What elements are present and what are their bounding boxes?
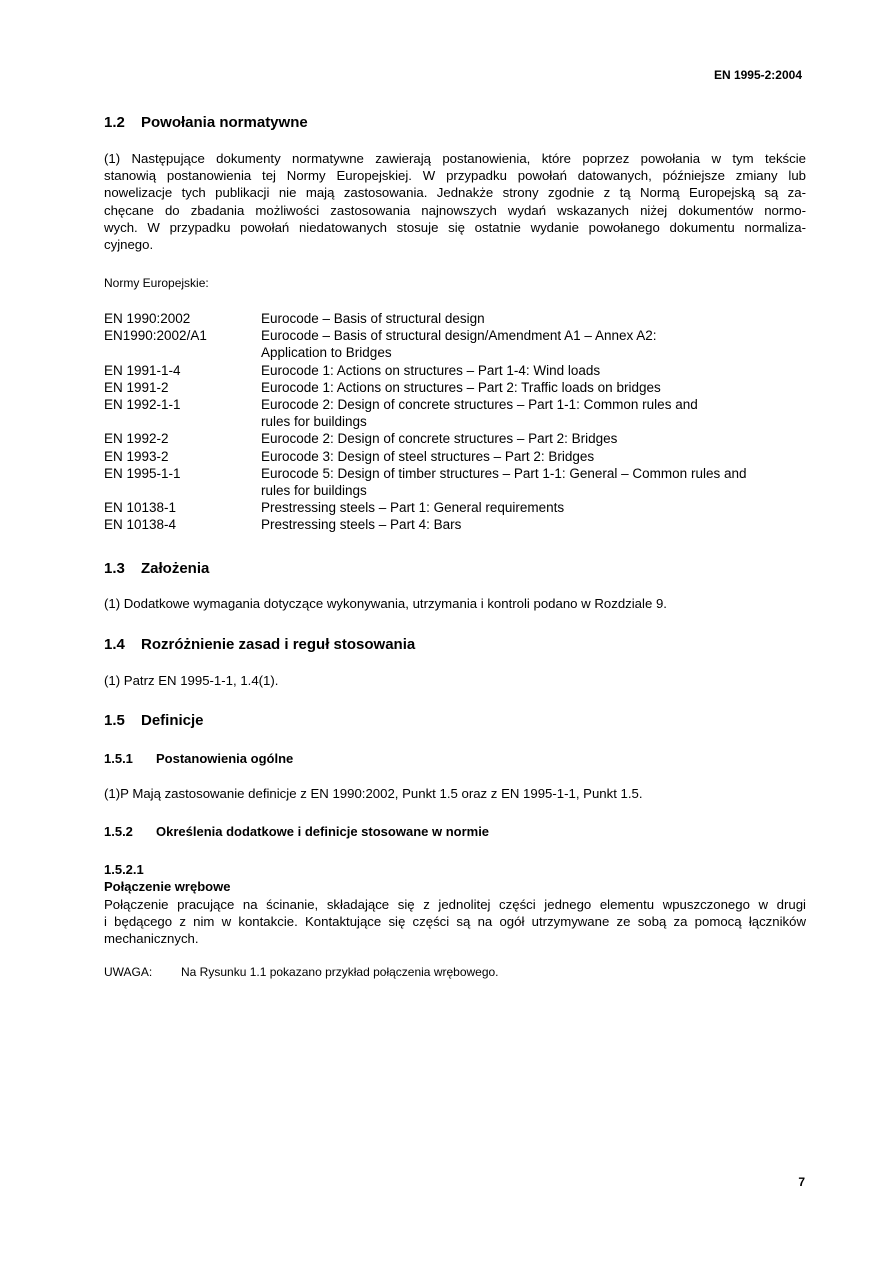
section-title: Założenia xyxy=(141,560,210,577)
paragraph-line: nowelizacje tych publikacji nie mają zastosowania. Jednakże strony zgodnie z tą Normą Europejską są za- xyxy=(104,185,806,201)
section-number: 1.5.2 xyxy=(104,824,133,839)
definition-paragraph xyxy=(104,896,806,948)
reference-title xyxy=(261,516,806,533)
paragraph-line: chęcane do zbadania możliwości zastosowania najnowszych wydań wskazanych niżej dokumentów normo- xyxy=(104,202,806,218)
section-title: Postanowienia ogólne xyxy=(156,751,294,766)
paragraph-line: stanowią postanowienia tej Normy Europejskiej. W przypadku powołań datowanych, późniejsze zmiany lub xyxy=(104,168,806,184)
reference-title-line: Eurocode 3: Design of steel structures – Part 2: Bridges xyxy=(261,448,595,464)
reference-title-line: Eurocode 2: Design of concrete structures – Part 2: Bridges xyxy=(261,431,618,447)
reference-row xyxy=(104,448,806,465)
reference-title-line: Eurocode 2: Design of concrete structures – Part 1-1: Common rules and xyxy=(261,397,698,413)
reference-title-line: Eurocode 1: Actions on structures – Part 2: Traffic loads on bridges xyxy=(261,379,661,395)
paragraph-line: (1) Następujące dokumenty normatywne zawierają postanowienia, które poprzez powołania w tym tekście xyxy=(104,151,806,166)
reference-code: EN 1992-1-1 xyxy=(104,397,181,413)
section-1-2-heading xyxy=(104,114,308,131)
reference-row xyxy=(104,379,806,396)
reference-title-line: rules for buildings xyxy=(261,414,367,430)
normative-list-label: Normy Europejskie: xyxy=(104,276,209,290)
reference-code: EN1990:2002/A1 xyxy=(104,328,207,344)
section-title: Rozróżnienie zasad i reguł stosowania xyxy=(141,636,416,653)
page-number: 7 xyxy=(798,1175,805,1189)
reference-title-line: Prestressing steels – Part 1: General requirements xyxy=(261,500,565,516)
note-label: UWAGA: xyxy=(104,965,153,979)
section-number: 1.4 xyxy=(104,636,125,653)
definition-term: Połączenie wrębowe xyxy=(104,879,231,894)
document-standard-header: EN 1995-2:2004 xyxy=(713,68,802,82)
reference-code: EN 1991-1-4 xyxy=(104,362,181,378)
reference-row xyxy=(104,430,806,447)
section-1-5-heading xyxy=(104,712,204,729)
section-1-3-heading xyxy=(104,560,209,577)
reference-row xyxy=(104,499,806,516)
reference-title-line: Eurocode 5: Design of timber structures – Part 1-1: General – Common rules and xyxy=(261,465,747,481)
paragraph-line: i będącego z nim w kontakcie. Kontaktujące się części są na ogół utrzymywane ze sobą za pomocą łączników xyxy=(104,914,806,930)
reference-row xyxy=(104,327,806,361)
section-number: 1.5 xyxy=(104,712,125,729)
reference-code: EN 10138-1 xyxy=(104,500,177,516)
section-number: 1.3 xyxy=(104,560,125,577)
reference-title xyxy=(261,362,806,379)
reference-title xyxy=(261,499,806,516)
reference-row xyxy=(104,362,806,379)
section-1-4-text: (1) Patrz EN 1995-1-1, 1.4(1). xyxy=(104,673,279,688)
section-title: Definicje xyxy=(141,712,204,729)
paragraph-line: Połączenie pracujące na ścinanie, składające się z jednolitej części jednego elementu wpuszczonego w drugi xyxy=(104,897,806,912)
reference-title-line: Eurocode – Basis of structural design/Amendment A1 – Annex A2: xyxy=(261,328,657,344)
section-1-5-1-heading xyxy=(104,751,293,766)
section-title: Powołania normatywne xyxy=(141,114,308,131)
paragraph-line: mechanicznych. xyxy=(104,931,199,947)
reference-title-line: Prestressing steels – Part 4: Bars xyxy=(261,517,462,533)
reference-code: EN 1995-1-1 xyxy=(104,465,181,481)
reference-code: EN 10138-4 xyxy=(104,517,177,533)
reference-title xyxy=(261,379,806,396)
section-1-2-paragraph xyxy=(104,150,806,253)
reference-code: EN 1992-2 xyxy=(104,431,169,447)
paragraph-line: wych. W przypadku powołań niedatowanych stosuje się ostatnie wydanie powołanego dokumentu normaliza- xyxy=(104,219,806,235)
section-title: Określenia dodatkowe i definicje stosowane w normie xyxy=(156,824,490,839)
reference-row xyxy=(104,465,806,499)
section-1-5-1-text: (1)P Mają zastosowanie definicje z EN 1990:2002, Punkt 1.5 oraz z EN 1995-1-1, Punkt 1.5. xyxy=(104,786,643,801)
reference-title xyxy=(261,430,806,447)
reference-code: EN 1991-2 xyxy=(104,379,169,395)
reference-title-line: Eurocode 1: Actions on structures – Part 1-4: Wind loads xyxy=(261,362,601,378)
section-number: 1.2 xyxy=(104,114,125,131)
reference-title xyxy=(261,327,806,361)
reference-title-line: Eurocode – Basis of structural design xyxy=(261,311,485,326)
section-1-3-text: (1) Dodatkowe wymagania dotyczące wykonywania, utrzymania i kontroli podano w Rozdziale 9. xyxy=(104,596,667,611)
reference-code: EN 1993-2 xyxy=(104,448,169,464)
definition-number: 1.5.2.1 xyxy=(104,862,144,877)
note-text: Na Rysunku 1.1 pokazano przykład połączenia wrębowego. xyxy=(181,965,499,979)
paragraph-line: cyjnego. xyxy=(104,237,154,253)
section-1-4-heading xyxy=(104,636,415,653)
reference-row xyxy=(104,396,806,430)
normative-references-list xyxy=(104,310,806,534)
section-1-5-2-heading xyxy=(104,824,489,839)
note xyxy=(104,965,499,979)
reference-row xyxy=(104,516,806,533)
reference-title xyxy=(261,448,806,465)
section-number: 1.5.1 xyxy=(104,751,133,766)
reference-title xyxy=(261,465,806,499)
reference-code: EN 1990:2002 xyxy=(104,311,191,326)
reference-title xyxy=(261,310,806,327)
reference-title-line: rules for buildings xyxy=(261,483,367,499)
reference-row xyxy=(104,310,806,327)
reference-title-line: Application to Bridges xyxy=(261,345,392,361)
reference-title xyxy=(261,396,806,430)
